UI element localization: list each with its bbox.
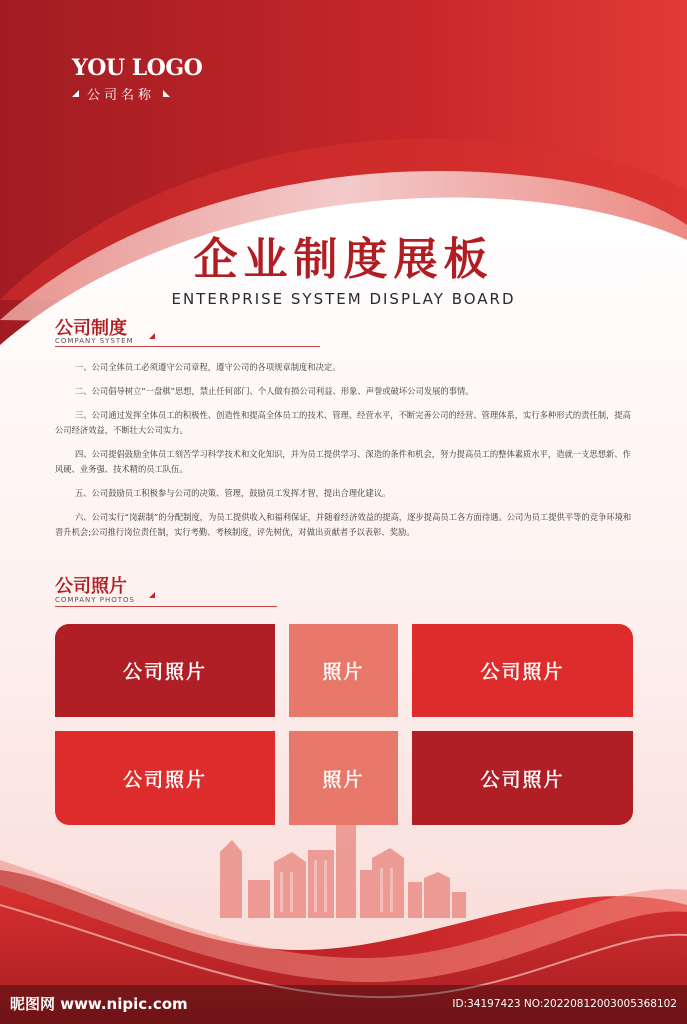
photo-tile-5: 照片 — [289, 731, 398, 825]
photo-tile-3: 公司照片 — [412, 624, 633, 717]
watermark-site: 昵图网 www.nipic.com — [10, 995, 188, 1013]
photo-tile-4: 公司照片 — [55, 731, 275, 825]
photo-tile-2: 照片 — [289, 624, 398, 717]
company-name-line — [72, 84, 202, 103]
page-subtitle: ENTERPRISE SYSTEM DISPLAY BOARD — [171, 290, 516, 308]
system-paragraph-3: 三、公司通过发挥全体员工的积极性、创造性和提高全体员工的技术、管理、经营水平，不断完善公司的经营、管理体系，实行多种形式的责任制，提高公司经济效益，不断壮大公司实力。 — [55, 410, 631, 435]
page-title: 企业制度展板 — [193, 234, 494, 285]
system-paragraph-1: 一、公司全体员工必须遵守公司章程，遵守公司的各项规章制度和决定。 — [75, 362, 341, 372]
photo-tile-1: 公司照片 — [55, 624, 275, 717]
system-paragraph-2: 二、公司倡导树立“一盘棋”思想，禁止任何部门、个人做有损公司利益、形象、声誉或破坏公司发展的事情。 — [75, 386, 474, 396]
system-paragraph-4: 四、公司提倡鼓励全体员工刻苦学习科学技术和文化知识，并为员工提供学习、深造的条件和机会，努力提高员工的整体素质水平，造就一支思想新、作风硬、业务强、技术精的员工队伍。 — [55, 449, 631, 474]
photos-heading: 公司照片 — [55, 576, 127, 597]
photos-heading-en: COMPANY PHOTOS — [55, 596, 135, 604]
system-divider — [55, 346, 320, 347]
system-paragraph-5: 五、公司鼓励员工积极参与公司的决策、管理，鼓励员工发挥才智，提出合理化建议。 — [75, 488, 391, 498]
photos-corner-icon — [149, 592, 155, 598]
company-logo — [72, 56, 202, 103]
logo-text: YOU LOGO — [72, 55, 203, 81]
triangle-left-icon — [72, 90, 79, 97]
company-name: 公司名称 — [87, 88, 156, 103]
system-paragraphs — [55, 360, 633, 549]
photo-tile-6: 公司照片 — [412, 731, 633, 825]
system-heading: 公司制度 — [55, 318, 127, 339]
system-corner-icon — [149, 333, 155, 339]
system-paragraph-6: 六、公司实行“岗薪制”的分配制度，为员工提供收入和福利保证，并随着经济效益的提高，逐步提高员工各方面待遇。公司为员工提供平等的竞争环境和晋升机会;公司推行岗位责任制，实行考勤、考核制度，评先树优，对做出贡献者予以表彰、奖励。 — [55, 512, 632, 537]
system-heading-en: COMPANY SYSTEM — [55, 337, 134, 345]
watermark-id: ID:34197423 NO:20220812003005368102 — [452, 998, 677, 1010]
photos-divider — [55, 606, 277, 607]
triangle-right-icon — [163, 90, 170, 97]
